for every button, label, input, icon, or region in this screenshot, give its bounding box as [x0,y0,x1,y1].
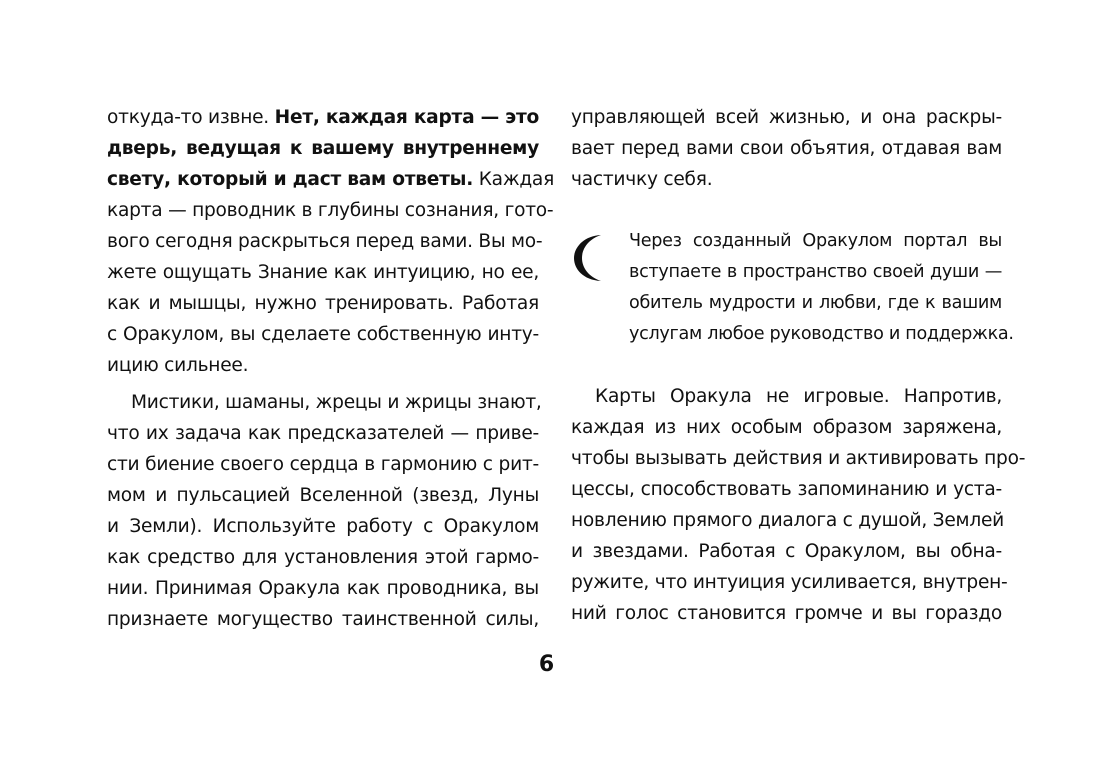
text-line [107,288,539,319]
text-run: вого сегодня раскрыться перед вами. Вы мо- [107,231,543,252]
bold-text: Нет, каждая карта — это [274,107,540,128]
bold-text: свету, который и даст вам ответы. [107,169,474,190]
text-line [107,480,539,511]
text-run: Каждая [473,169,555,190]
text-run: и Земли). Используйте работу с Оракулом [107,516,539,537]
text-line [107,418,539,449]
text-line [107,133,539,164]
text-line: вает перед вами свои объятия, отдавая вам [571,138,1002,159]
callout-line: вступаете в пространство своей души — [629,262,1002,282]
text-line [107,319,539,350]
callout-text [629,226,1014,350]
callout-line: Через созданный Оракулом портал вы [629,231,1002,251]
right-column-top [571,102,1002,195]
callout-line: обитель мудрости и любви, где к вашим [629,293,1002,313]
text-line [107,257,539,288]
text-line [107,604,539,635]
text-run: нии. Принимая Оракула как проводника, вы [107,578,539,599]
text-line: Карты Оракула не игровые. Напротив, [595,386,1002,407]
text-line [107,449,539,480]
bold-text: дверь, ведущая к вашему внутреннему [107,138,539,159]
text-line: ний голос становится громче и вы гораздо [571,603,1002,624]
callout-box [571,226,1014,356]
text-run: мом и пульсацией Вселенной (звезд, Луны [107,485,539,506]
text-line: каждая из них особым образом заряжена, [571,417,1002,438]
callout-line: услугам любое руководство и поддержка. [629,324,1014,344]
text-line [107,542,539,573]
text-run: Мистики, шаманы, жрецы и жрицы знают, [131,392,542,413]
page-number: 6 [538,652,555,677]
text-line: и звездами. Работая с Оракулом, вы обна- [571,541,1002,562]
text-line [107,164,555,195]
left-column [107,102,555,635]
text-run: жете ощущать Знание как интуицию, но ее, [107,262,539,283]
text-line [107,573,539,604]
text-line [107,387,542,418]
text-line [107,511,539,542]
text-line: чтобы вызывать действия и активировать про- [571,448,1026,469]
text-run: с Оракулом, вы сделаете собственную инту- [107,324,539,345]
text-run: ицию сильнее. [107,355,249,376]
text-line: новлению прямого диалога с душой, Землей [571,510,1004,531]
text-line: частичку себя. [571,169,713,190]
text-line [107,226,543,257]
text-run: что их задача как предсказателей — приве- [107,423,539,444]
text-run: как и мышцы, нужно тренировать. Работая [107,293,539,314]
crescent-moon-icon [571,232,611,284]
text-run: признаете могущество таинственной силы, [107,609,539,630]
text-line: ружите, что интуиция усиливается, внутрен- [571,572,1008,593]
text-line: управляющей всей жизнью, и она раскры- [571,107,1002,128]
text-run: откуда-то извне. [107,107,275,128]
text-run: сти биение своего сердца в гармонию с рит- [107,454,539,475]
text-line: цессы, способствовать запоминанию и уста- [571,479,1002,500]
text-run: карта — проводник в глубины сознания, гото- [107,200,554,221]
text-line [107,350,539,381]
text-line [107,195,554,226]
right-column-lower [571,381,1026,629]
text-line [107,102,539,133]
text-run: как средство для установления этой гармо- [107,547,539,568]
